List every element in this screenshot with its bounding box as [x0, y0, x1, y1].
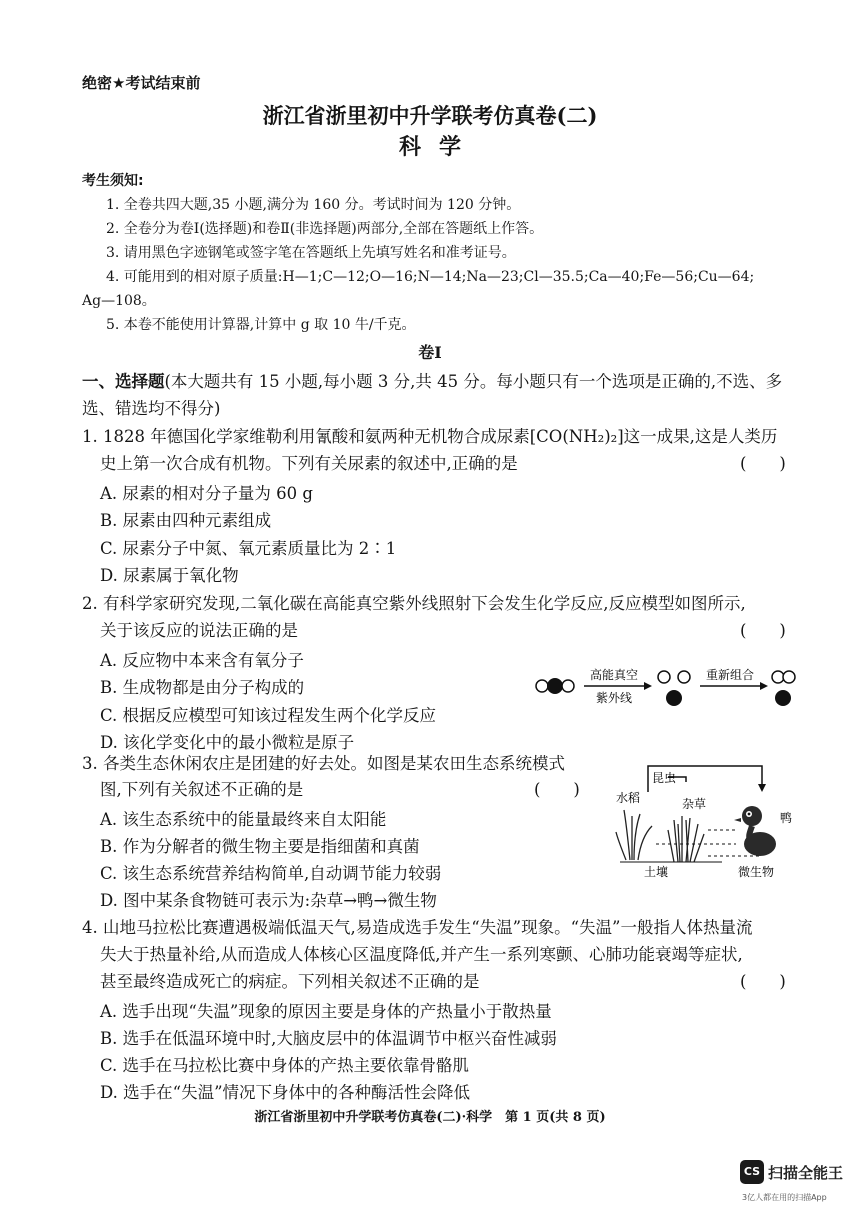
subject-title: 科学	[398, 134, 479, 160]
duck-icon	[734, 806, 776, 856]
page-footer: 浙江省浙里初中升学联考仿真卷(二)·科学 第 1 页(共 8 页)	[254, 1110, 606, 1125]
question-4-stem-1: 4. 山地马拉松比赛遭遇极端低温天气,易造成选手发生“失温”现象。“失温”一般指人体热量流	[82, 918, 753, 937]
q3-option-a: A. 该生态系统中的能量最终来自太阳能	[100, 810, 387, 829]
section-name: 一、选择题	[82, 372, 165, 391]
rice-plant-icon	[616, 810, 652, 860]
answer-bracket-3: ( )	[534, 780, 580, 799]
q3-option-c: C. 该生态系统营养结构简单,自动调节能力较弱	[100, 864, 442, 883]
microbe-label: 微生物	[738, 865, 775, 879]
oxygen-atom-icon	[658, 671, 670, 683]
carbon-atom-icon	[666, 690, 682, 706]
question-4-stem-3: 甚至最终造成死亡的病症。下列相关叙述不正确的是	[100, 972, 480, 991]
weed-plant-icon	[668, 816, 704, 862]
notice-item-2: 2. 全卷分为卷Ⅰ(选择题)和卷Ⅱ(非选择题)两部分,全部在答题纸上作答。	[106, 221, 544, 237]
soil-label: 土壤	[644, 865, 669, 879]
q1-option-d: D. 尿素属于氧化物	[100, 566, 239, 585]
carbon-atom-icon	[547, 678, 563, 694]
arrow-head-icon	[644, 682, 652, 690]
notice-item-3: 3. 请用黑色字迹钢笔或签字笔在答题纸上先填写姓名和准考证号。	[106, 245, 516, 261]
oxygen-atom-icon	[783, 671, 795, 683]
rice-label: 水稻	[616, 791, 641, 805]
section-desc-1: (本大题共有 15 小题,每小题 3 分,共 45 分。每小题只有一个选项是正确的,不选、多	[164, 372, 783, 391]
duck-label: 鸭	[780, 811, 793, 825]
q4-option-a: A. 选手出现“失温”现象的原因主要是身体的产热量小于散热量	[100, 1002, 552, 1021]
reaction-label-top: 高能真空	[589, 668, 639, 682]
q1-option-b: B. 尿素由四种元素组成	[100, 511, 272, 530]
section-header	[82, 368, 802, 422]
volume-title: 卷Ⅰ	[418, 343, 442, 362]
reaction-label-bottom: 紫外线	[595, 691, 633, 705]
recombine-label: 重新组合	[705, 668, 755, 682]
notice-item-1: 1. 全卷共四大题,35 小题,满分为 160 分。考试时间为 120 分钟。	[106, 197, 521, 213]
notice-item-5: 5. 本卷不能使用计算器,计算中 g 取 10 牛/千克。	[106, 317, 416, 333]
question-3-stem-2: 图,下列有关叙述不正确的是	[100, 780, 304, 799]
answer-bracket-1: ( )	[740, 454, 786, 473]
q3-option-b: B. 作为分解者的微生物主要是指细菌和真菌	[100, 837, 420, 856]
q1-option-c: C. 尿素分子中氮、氧元素质量比为 2∶1	[100, 539, 397, 558]
q3-option-d: D. 图中某条食物链可表示为:杂草→鸭→微生物	[100, 891, 437, 910]
oxygen-atom-icon	[536, 680, 548, 692]
q2-option-b: B. 生成物都是由分子构成的	[100, 678, 305, 697]
answer-bracket-4: ( )	[740, 972, 786, 991]
insect-label: 昆虫	[652, 771, 677, 785]
section-desc-2: 选、错选均不得分)	[82, 399, 221, 418]
q1-option-a: A. 尿素的相对分子量为 60 g	[100, 484, 313, 503]
notice-item-4: 4. 可能用到的相对原子质量:H—1;C—12;O—16;N—14;Na—23;Cl—35.5;Ca—40;Fe—56;Cu—64;	[106, 269, 755, 285]
question-2-stem-1: 2. 有科学家研究发现,二氧化碳在高能真空紫外线照射下会发生化学反应,反应模型如图所示,	[82, 594, 746, 613]
q2-option-d: D. 该化学变化中的最小微粒是原子	[100, 733, 355, 752]
q2-option-a: A. 反应物中本来含有氧分子	[100, 651, 304, 670]
exam-title: 浙江省浙里初中升学联考仿真卷(二)	[262, 103, 598, 128]
notice-item-4-cont: Ag—108。	[82, 293, 156, 309]
question-1-stem-1: 1. 1828 年德国化学家维勒利用氰酸和氨两种无机物合成尿素[CO(NH₂)₂]这一成果,这是人类历	[82, 427, 778, 446]
arrow-head-icon	[758, 784, 766, 792]
question-4-stem-2: 失大于热量补给,从而造成人体核心区温度降低,并产生一系列寒颤、心肺功能衰竭等症状,	[100, 945, 743, 964]
q4-option-c: C. 选手在马拉松比赛中身体的产热主要依靠骨骼肌	[100, 1056, 470, 1075]
weed-label: 杂草	[682, 797, 707, 811]
q4-option-d: D. 选手在“失温”情况下身体中的各种酶活性会降低	[100, 1083, 471, 1102]
oxygen-atom-icon	[678, 671, 690, 683]
camscanner-name: 扫描全能王	[768, 1164, 844, 1182]
answer-bracket-2: ( )	[740, 621, 786, 640]
secret-label: 绝密★考试结束前	[82, 74, 201, 92]
ecosystem-figure	[612, 760, 812, 880]
arrow-head-icon	[760, 682, 768, 690]
question-1-stem-2: 史上第一次合成有机物。下列有关尿素的叙述中,正确的是	[100, 454, 518, 473]
camscanner-tagline: 3亿人都在用的扫描App	[742, 1193, 827, 1202]
carbon-atom-icon	[775, 690, 791, 706]
q4-option-b: B. 选手在低温环境中时,大脑皮层中的体温调节中枢兴奋性减弱	[100, 1029, 557, 1048]
camscanner-logo-icon: CS	[740, 1160, 764, 1184]
question-2-stem-2: 关于该反应的说法正确的是	[100, 621, 298, 640]
oxygen-atom-icon	[772, 671, 784, 683]
oxygen-atom-icon	[562, 680, 574, 692]
question-3-stem-1: 3. 各类生态休闲农庄是团建的好去处。如图是某农田生态系统模式	[82, 754, 565, 773]
q2-option-c: C. 根据反应模型可知该过程发生两个化学反应	[100, 706, 437, 725]
notice-heading: 考生须知:	[82, 173, 144, 189]
reaction-model-figure	[532, 664, 802, 712]
